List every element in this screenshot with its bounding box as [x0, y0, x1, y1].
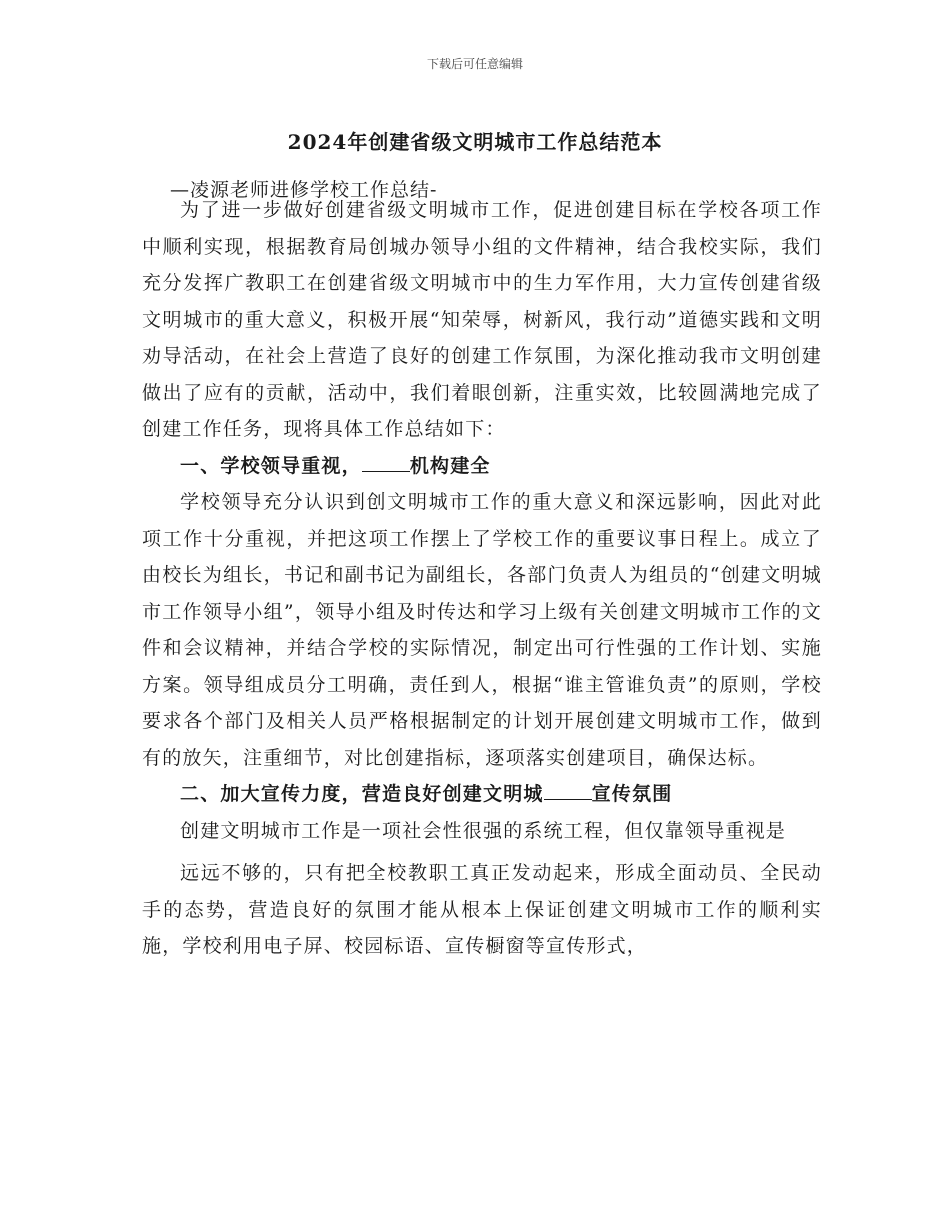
document-body	[142, 192, 822, 965]
heading-1-text-post: 机构建全	[409, 454, 491, 477]
heading-1-text-pre: 一、学校领导重视，	[180, 454, 362, 477]
document-title: 2024年创建省级文明城市工作总结范本	[287, 130, 663, 154]
heading-2-text-pre: 二、加大宣传力度，营造良好创建文明城	[180, 783, 544, 805]
header-note: 下载后可任意编辑	[426, 57, 523, 71]
heading-2-text-post: 宣传氛围	[591, 783, 673, 805]
section-heading-1	[142, 448, 822, 485]
intro-paragraph: 为了进一步做好创建省级文明城市工作，促进创建目标在学校各项工作中顺利实现，根据教育局创城办领导小组的文件精神，结合我校实际，我们充分发挥广教职工在创建省级文明城市中的生力军作用，大力宣传创建省级文明城市的重大意义，积极开展“知荣辱，树新风，我行动”道德实践和文明劝导活动，在社会上营造了良好的创建工作氛围，为深化推动我市文明创建做出了应有的贡献，活动中，我们着眼创新，注重实效，比较圆满地完成了创建工作任务，现将具体工作总结如下：	[142, 199, 822, 440]
blank-underline	[362, 453, 410, 472]
section-heading-2	[142, 776, 822, 813]
section-2-paragraph-a: 创建文明城市工作是一项社会性很强的系统工程，但仅靠领导重视是	[180, 819, 787, 842]
section-2-paragraph-b: 远远不够的，只有把全校教职工真正发动起来，形成全面动员、全民动手的态势，营造良好的氛围才能从根本上保证创建文明城市工作的顺利实施，学校利用电子屏、校园标语、宣传橱窗等宣传形式，	[142, 862, 822, 957]
blank-underline	[544, 781, 592, 800]
section-1-paragraph: 学校领导充分认识到创文明城市工作的重大意义和深远影响，因此对此项工作十分重视，并把这项工作摆上了学校工作的重要议事日程上。成立了由校长为组长，书记和副书记为副组长，各部门负责人为组员的“创建文明城市工作领导小组”，领导小组及时传达和学习上级有关创建文明城市工作的文件和会议精神，并结合学校的实际情况，制定出可行性强的工作计划、实施方案。领导组成员分工明确，责任到人，根据“谁主管谁负责”的原则，学校要求各个部门及相关人员严格根据制定的计划开展创建文明城市工作，做到有的放矢，注重细节，对比创建指标，逐项落实创建项目，确保达标。	[142, 491, 822, 769]
document-subtitle: —凌源老师进修学校工作总结-	[170, 179, 438, 201]
